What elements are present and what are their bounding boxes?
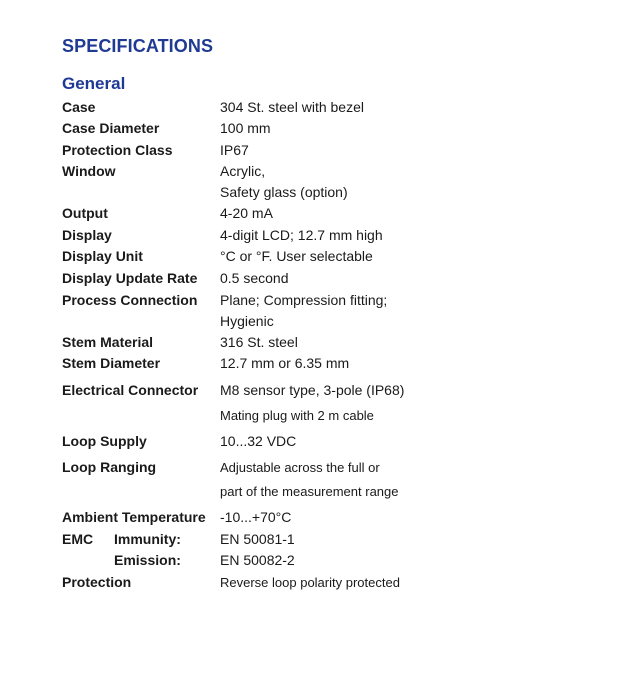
spec-label-case-diameter: Case Diameter <box>62 120 160 136</box>
spec-label-output: Output <box>62 205 108 221</box>
spec-value-electrical-connector-line-1: M8 sensor type, 3-pole (IP68) <box>220 382 405 398</box>
spec-value-loop-supply: 10...32 VDC <box>220 433 297 449</box>
spec-value-protection-class: IP67 <box>220 142 249 158</box>
spec-label-protection-class: Protection Class <box>62 142 173 158</box>
spec-value-protection: Reverse loop polarity protected <box>220 575 400 590</box>
spec-value-process-connection-line-1: Plane; Compression fitting; <box>220 292 388 308</box>
spec-value-case: 304 St. steel with bezel <box>220 99 364 115</box>
spec-value-immunity: EN 50081-1 <box>220 531 295 547</box>
spec-label-emission: Emission: <box>114 552 181 568</box>
spec-label-case: Case <box>62 99 96 115</box>
page-title: SPECIFICATIONS <box>62 36 214 56</box>
spec-value-display: 4-digit LCD; 12.7 mm high <box>220 227 383 243</box>
spec-label-immunity: Immunity: <box>114 531 181 547</box>
spec-value-stem-diameter: 12.7 mm or 6.35 mm <box>220 355 350 371</box>
spec-value-display-unit: °C or °F. User selectable <box>220 248 373 264</box>
spec-value-process-connection-line-2: Hygienic <box>220 313 274 329</box>
spec-label-emc: EMC <box>62 531 94 547</box>
spec-value-window-line-2: Safety glass (option) <box>220 184 348 200</box>
spec-label-window: Window <box>62 163 116 179</box>
spec-label-display-update-rate: Display Update Rate <box>62 270 198 286</box>
spec-value-loop-ranging-line-1: Adjustable across the full or <box>220 460 380 475</box>
spec-label-stem-diameter: Stem Diameter <box>62 355 161 371</box>
spec-value-case-diameter: 100 mm <box>220 120 271 136</box>
spec-value-loop-ranging-line-2: part of the measurement range <box>220 484 399 499</box>
spec-label-stem-material: Stem Material <box>62 334 154 350</box>
spec-value-electrical-connector-line-2: Mating plug with 2 m cable <box>220 408 374 423</box>
spec-label-protection: Protection <box>62 574 132 590</box>
spec-label-display-unit: Display Unit <box>62 248 143 264</box>
spec-label-electrical-connector: Electrical Connector <box>62 382 199 398</box>
spec-label-ambient-temperature: Ambient Temperature <box>62 509 206 525</box>
spec-label-loop-ranging: Loop Ranging <box>62 459 157 475</box>
spec-value-output: 4-20 mA <box>220 205 273 221</box>
spec-label-display: Display <box>62 227 112 243</box>
spec-value-emission: EN 50082-2 <box>220 552 295 568</box>
spec-label-process-connection: Process Connection <box>62 292 198 308</box>
spec-value-ambient-temperature: -10...+70°C <box>220 509 292 525</box>
section-heading-general: General <box>62 74 126 93</box>
spec-value-window-line-1: Acrylic, <box>220 163 266 179</box>
spec-value-display-update-rate: 0.5 second <box>220 270 289 286</box>
spec-value-stem-material: 316 St. steel <box>220 334 298 350</box>
spec-label-loop-supply: Loop Supply <box>62 433 147 449</box>
